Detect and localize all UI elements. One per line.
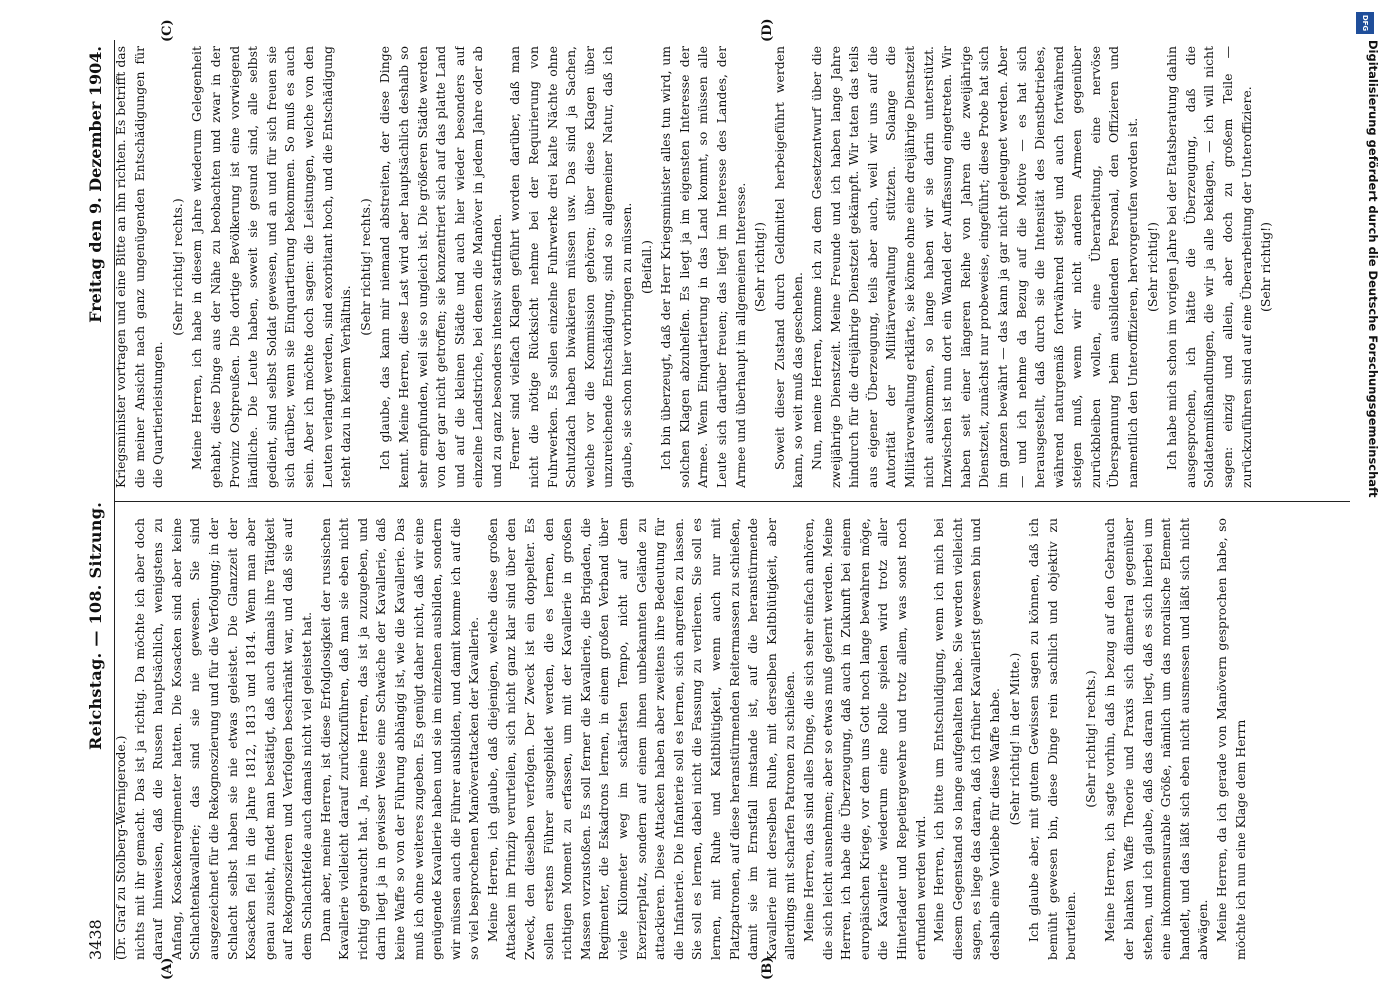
header-date: Freitag den 9. Dezember 1904. <box>86 46 105 323</box>
margin-letter-b: (B) <box>760 956 775 980</box>
paragraph: Ich habe mich schon im vorigen Jahre bei der Etatsberatung dahin ausgesprochen, ich hätte die Überzeugung, daß die Soldatenmißhandlungen, die wir ja alle beklagen, — ich will nicht sagen: einzig und allein, aber doch zu großem Teile — zurückzuführen sind auf eine Überarbeitung der Unteroffiziere. <box>1164 46 1254 488</box>
dfg-logo: DFG <box>1356 12 1374 34</box>
left-column <box>112 518 1352 960</box>
paragraph: Nun, meine Herren, komme ich zu dem Gesetzentwurf über die zweijährige Dienstzeit. Meine Freunde und ich haben lange Jahre hindurch für die dreijährige Dienstzeit gekämpft. Wir taten das teils aus eigener Überzeugung, teils aber auch, weil wir uns auf die Autorität der Militärverwaltung stützten. Solange die Militärverwaltung erklärte, sie könne ohne eine dreijährige Dienstzeit nicht auskommen, so lange haben wir sie darin unterstützt. Inzwischen ist nun dort ein Wandel der Auffassung eingetreten. Wir haben seit einer längeren Reihe von Jahren die zweijährige Dienstzeit, zunächst nur probeweise, eingeführt; diese Probe hat sich im ganzen bewährt — das kann ja gar nicht geleugnet werden. Aber — und ich nehme da Bezug auf die Motive — es hat sich herausgestellt, daß durch sie die Intensität des Dienstbetriebes, während naturgemäß fortwährend steigt und auch fortwährend steigen muß, wenn wir nicht anderen Armeen gegenüber zurückbleiben wollen, eine Überarbeitung, eine nervöse Überspannung beim ausbildenden Personal, den Offizieren und namentlich den Unteroffizieren, hervorgerufen worden ist. <box>808 46 1141 488</box>
paragraph: Ferner sind vielfach Klagen geführt worden darüber, daß man nicht die nötige Rücksicht nehme bei der Requirierung von Fuhrwerken. Es sollen einzelne Fuhrwerke drei kalte Nächte ohne Schutzdach haben biwakieren müssen usw. Das sind ja Sachen, welche vor die Kommission gehören; über diese Klagen über unzureichende Entschädigung, sind so allgemeiner Natur, daß ich glaube, sie schon hier vorbringen zu müssen. <box>507 46 635 488</box>
paragraph: Soweit dieser Zustand durch Geldmittel herbeigeführt werden kann, so weit muß das geschehen. <box>771 46 806 488</box>
right-column <box>112 46 1352 488</box>
applause-note: (Sehr richtig! rechts.) <box>1082 670 1098 808</box>
paragraph: Ich bin überzeugt, daß der Herr Kriegsminister alles tun wird, um solchen Klagen abzuhelfen. Es liegt ja im eigensten Interesse der Armee. Wenn Einquartierung in das Land kommt, so müssen alle Leute sich darüber freuen; das liegt im Interesse des Landes, der Armee und überhaupt im allgemeinen Interesse. <box>658 46 748 488</box>
speaker-line: (Dr. Graf zu Stolberg-Wernigerode.) <box>113 735 128 960</box>
applause-note: (Sehr richtig!) <box>752 222 768 312</box>
margin-letter-d: (D) <box>760 18 775 42</box>
paragraph: Dann aber, meine Herren, ist diese Erfolglosigkeit der russischen Kavallerie vielleicht darauf zurückzuführen, daß man sie eben nicht richtig gebraucht hat. Ja, meine Herren, das ist ja zuzugeben, und darin liegt ja in gewisser Weise eine Schwäche der Kavallerie, daß keine Waffe so von der Führung abhängig ist, wie die Kavallerie. Das muß ich ohne weiteres zugeben. Es genügt daher nicht, daß wir eine genügende Kavallerie haben und sie im einzelnen ausbilden, sondern wir müssen auch die Führer ausbilden, und damit komme ich auf die so viel besprochenen Manöverattacken der Kavallerie. <box>317 518 482 960</box>
paragraph: Ich glaube, das kann mir niemand abstreiten, der diese Dinge kennt. Meine Herren, diese Last wird aber hauptsächlich deshalb so sehr empfunden, weil sie so ungleich ist. Die größeren Städte werden von der gar nicht getroffen; sie konzentriert sich auf das platte Land und auf die kleinen Städte und auch hier wieder besonders auf einzelne Landstriche, bei denen die Manöver in jedem Jahre oder ab und zu ganz besonders intensiv stattfinden. <box>377 46 504 488</box>
paragraph: Meine Herren, das sind alles Dinge, die sich sehr einfach anhören, die sich leicht ausnehmen; aber so etwas muß gelernt werden. Meine Herren, ich habe die Überzeugung, daß auch in Zukunft bei einem europäischen Kriege, vor dem uns Gott noch lange bewahren möge, die Kavallerie wiederum eine Rolle spielen wird trotz aller Hinterlader und Repetiergewehre und trotz allem, was sonst noch erfunden werden wird. <box>800 518 928 960</box>
paragraph: Kriegsminister vortragen und eine Bitte an ihn richten. Es betrifft das die meiner Ansicht nach ganz ungenügenden Entschädigungen für die Quartierleistungen. <box>113 46 166 488</box>
paragraph: Meine Herren, ich glaube, daß diejenigen, welche diese großen Attacken im Prinzip verurteilen, sich nicht ganz klar sind über den Zweck, den dieselben verfolgen. Der Zweck ist ein doppelter. Es sollen erstens Führer ausgebildet werden, die es lernen, den richtigen Moment zu erfassen, um mit der Kavallerie in großen Massen vorzustoßen. Es soll ferner die Kavallerie, die Brigaden, die Regimenter, die Eskadrons lernen, in einem großen Verband über viele Kilometer weg im schärfsten Tempo, nicht auf dem Exerzierplatz, sondern auf einem ihnen unbekannten Gelände zu attackieren. Diese Attacken haben aber zweitens ihre Bedeutung für die Infanterie. Die Infanterie soll es lernen, sich angreifen zu lassen. Sie soll es lernen, dabei nicht die Fassung zu verlieren. Sie soll es lernen, mit Ruhe und Kaltblütigkeit, wenn auch nur mit Platzpatronen, auf diese heranstürmenden Reitermassen zu schießen, damit sie im Ernstfall imstande ist, auf die heranstürmende Kavallerie mit derselben Ruhe, mit derselben Kaltblütigkeit, aber allerdings mit scharfen Patronen zu schießen. <box>484 518 798 960</box>
paragraph: Meine Herren, ich sagte vorhin, daß in bezug auf den Gebrauch der blanken Waffe Theorie und Praxis sich diametral gegenüber stehen, und ich glaube, daß das daran liegt, daß es sich hierbei um eine inkommensurable Größe, nämlich um das moralische Element handelt, und das läßt sich eben nicht ausmessen und läßt sich nicht abwägen. <box>1102 518 1211 960</box>
paragraph: Meine Herren, ich bitte um Entschuldigung, wenn ich mich bei diesem Gegenstand so lange aufgehalten habe. Sie werden vielleicht sagen, es liege das daran, daß ich früher Kavallerist gewesen bin und deshalb eine Vorliebe für diese Waffe habe. <box>931 518 1002 960</box>
applause-note: (Sehr richtig!) <box>1144 222 1160 312</box>
margin-letter-c: (C) <box>160 19 175 42</box>
page-number: 3438 <box>86 919 105 960</box>
header-session: Reichstag. — 108. Sitzung. <box>86 501 105 750</box>
digitization-note <box>1350 12 1380 988</box>
column-divider <box>114 501 1350 502</box>
applause-note: (Beifall.) <box>638 240 654 294</box>
paragraph: Ich glaube aber, mit gutem Gewissen sagen zu können, daß ich bemüht gewesen bin, diese Dinge rein sachlich und objektiv zu beurteilen. <box>1026 518 1079 960</box>
paragraph: Meine Herren, ich habe in diesem Jahre wiederum Gelegenheit gehabt, diese Dinge aus der Nähe zu beobachten und zwar in der Provinz Ostpreußen. Die dortige Bevölkerung ist eine vorwiegend ländliche. Die Leute haben, soweit sie gesund sind, alle selbst gedient, sind selbst Soldat gewesen, und an und für sich freuen sie sich darüber, wenn sie Einquartierung bekommen. So muß es auch sein. Aber ich möchte doch sagen: die Leistungen, welche von den Leuten verlangt werden, sind exorbitant hoch, und die Entschädigung steht dazu in keinem Verhältnis. <box>189 46 354 488</box>
paragraph: Meine Herren, da ich gerade von Manövern gesprochen habe, so möchte ich nun eine Klage dem Herrn <box>1214 518 1248 960</box>
text-columns <box>112 18 1352 980</box>
applause-note: (Sehr richtig!) <box>1258 222 1274 312</box>
page-header <box>78 40 112 960</box>
paragraph: nichts mit ihr gemacht. Das ist ja richtig. Da möchte ich aber doch darauf hinweisen, daß die Russen hauptsächlich, wenigstens zu Anfang, Kosackenregimenter hatten. Die Kosacken sind aber keine Schlachtenkavallerie; das sind sie nie gewesen. Sie sind ausgezeichnet für die Rekognoszierung und für die Verfolgung; in der Schlacht selbst haben sie nie etwas geleistet. Die Glanzzeit der Kosacken fiel in die Jahre 1812, 1813 und 1814. Wenn man aber genau zusieht, findet man bestätigt, daß auch damals ihre Tätigkeit auf Rekognoszieren und Verfolgen beschränkt war, und daß sie auf dem Schlachtfelde auch damals nicht viel geleistet hat. <box>131 518 314 960</box>
applause-note: (Sehr richtig! rechts.) <box>357 198 373 336</box>
applause-note: (Sehr richtig! in der Mitte.) <box>1006 652 1022 826</box>
applause-note: (Sehr richtig! rechts.) <box>169 198 185 336</box>
margin-letter-a: (A) <box>160 957 175 980</box>
digitization-credit: Digitalisierung gefördert durch die Deutsche Forschungsgemeinschaft <box>1366 40 1380 498</box>
